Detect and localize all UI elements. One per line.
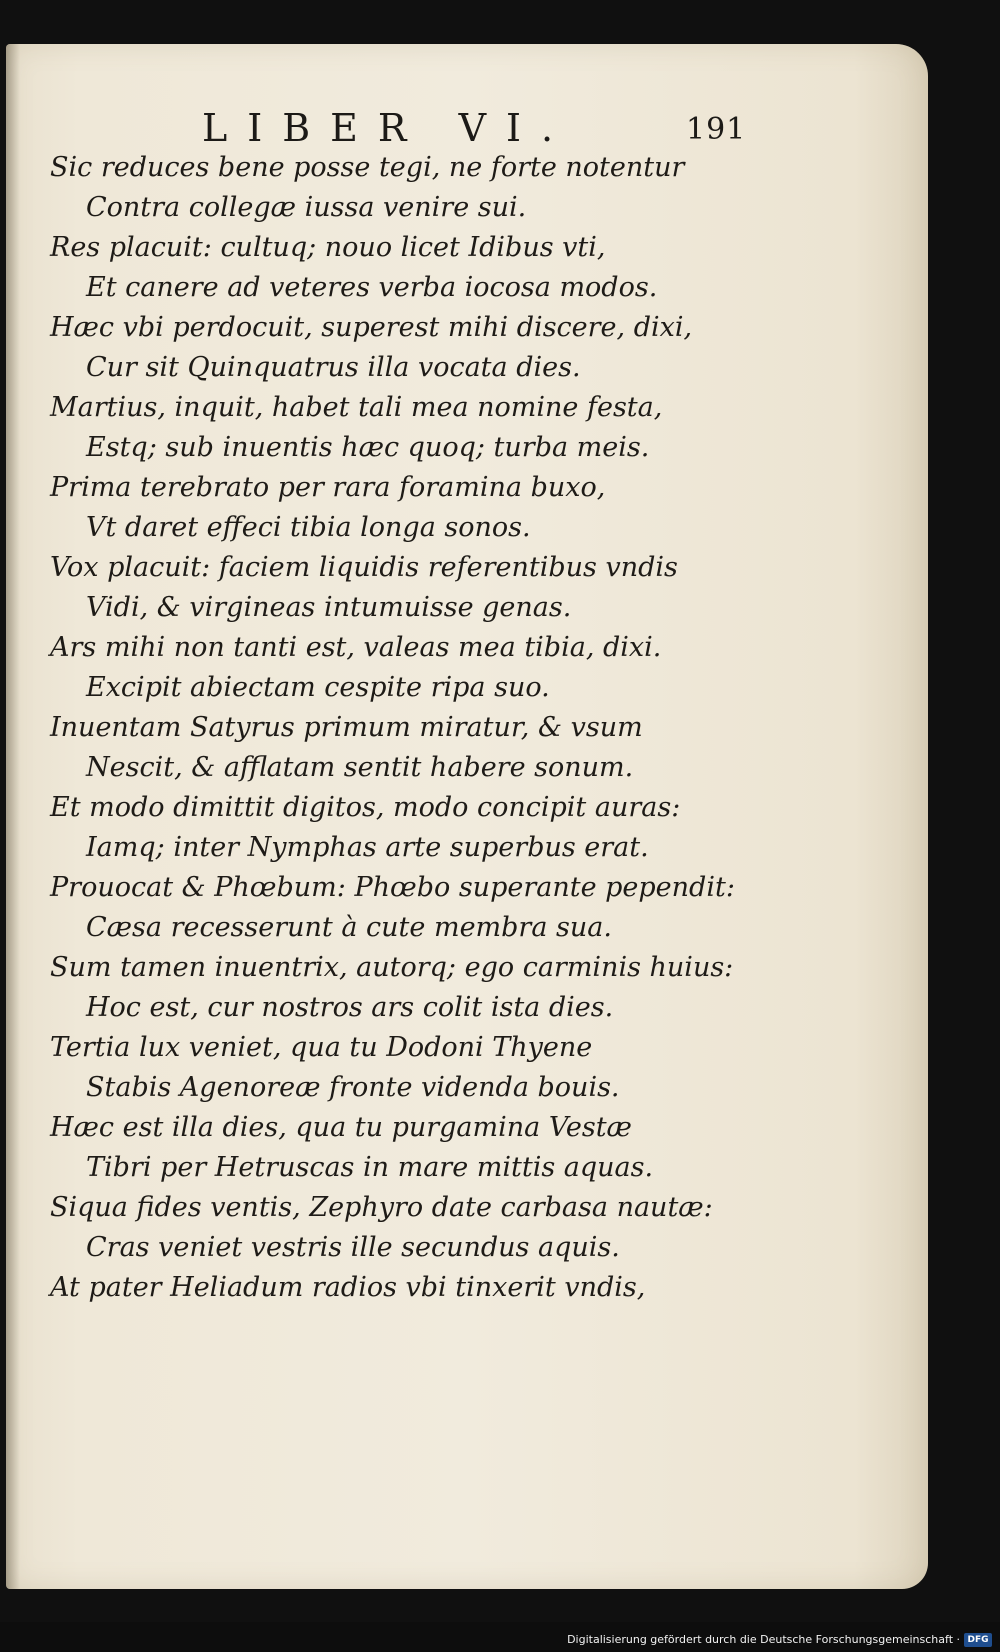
verse-line: Hoc est, cur nostros ars colit ista dies. — [86, 992, 614, 1023]
verse-line: Et canere ad veteres verba iocosa modos. — [86, 272, 658, 303]
verse-line: Vidi, & virgineas intumuisse genas. — [86, 592, 572, 623]
book-page — [6, 44, 928, 1589]
verse-line: Tertia lux veniet, qua tu Dodoni Thyene — [50, 1032, 593, 1063]
verse-line: At pater Heliadum radios vbi tinxerit vndis, — [50, 1272, 646, 1303]
funding-credit: Digitalisierung gefördert durch die Deutsche Forschungsgemeinschaft · — [567, 1633, 960, 1646]
verse-line: Excipit abiectam cespite ripa suo. — [86, 672, 550, 703]
verse-line: Et modo dimittit digitos, modo concipit auras: — [50, 792, 681, 823]
verse-line: Contra collegæ iussa venire sui. — [86, 192, 527, 223]
verse-line: Sum tamen inuentrix, autorq; ego carminis huius: — [50, 952, 734, 983]
verse-line: Prima terebrato per rara foramina buxo, — [50, 472, 606, 503]
page-number: 191 — [686, 112, 747, 147]
verse-line: Vt daret effeci tibia longa sonos. — [86, 512, 531, 543]
verse-line: Prouocat & Phœbum: Phœbo superante pependit: — [50, 872, 735, 903]
verse-line: Iamq; inter Nymphas arte superbus erat. — [86, 832, 649, 863]
verse-line: Cur sit Quinquatrus illa vocata dies. — [86, 352, 581, 383]
verse-line: Cæsa recesserunt à cute membra sua. — [86, 912, 612, 943]
verse-line: Nescit, & afflatam sentit habere sonum. — [86, 752, 634, 783]
verse-line: Inuentam Satyrus primum miratur, & vsum — [50, 712, 643, 743]
verse-line: Estq; sub inuentis hæc quoq; turba meis. — [86, 432, 650, 463]
verse-line: Stabis Agenoreæ fronte videnda bouis. — [86, 1072, 620, 1103]
verse-line: Tibri per Hetruscas in mare mittis aquas. — [86, 1152, 654, 1183]
verse-line: Cras veniet vestris ille secundus aquis. — [86, 1232, 620, 1263]
verse-line: Sic reduces bene posse tegi, ne forte notentur — [50, 152, 685, 183]
verse-line: Hæc vbi perdocuit, superest mihi discere, dixi, — [50, 312, 693, 343]
verse-line: Vox placuit: faciem liquidis referentibus vndis — [50, 552, 678, 583]
verse-line: Hæc est illa dies, qua tu purgamina Vestæ — [50, 1112, 632, 1143]
verse-line: Martius, inquit, habet tali mea nomine festa, — [50, 392, 663, 423]
verse-line: Res placuit: cultuq; nouo licet Idibus vti, — [50, 232, 606, 263]
footer-bar — [0, 1622, 1000, 1652]
dfg-logo: DFG — [964, 1633, 992, 1647]
verse-line: Ars mihi non tanti est, valeas mea tibia, dixi. — [50, 632, 662, 663]
verse-line: Siqua fides ventis, Zephyro date carbasa nautæ: — [50, 1192, 713, 1223]
running-head: LIBER VI. — [202, 106, 574, 150]
